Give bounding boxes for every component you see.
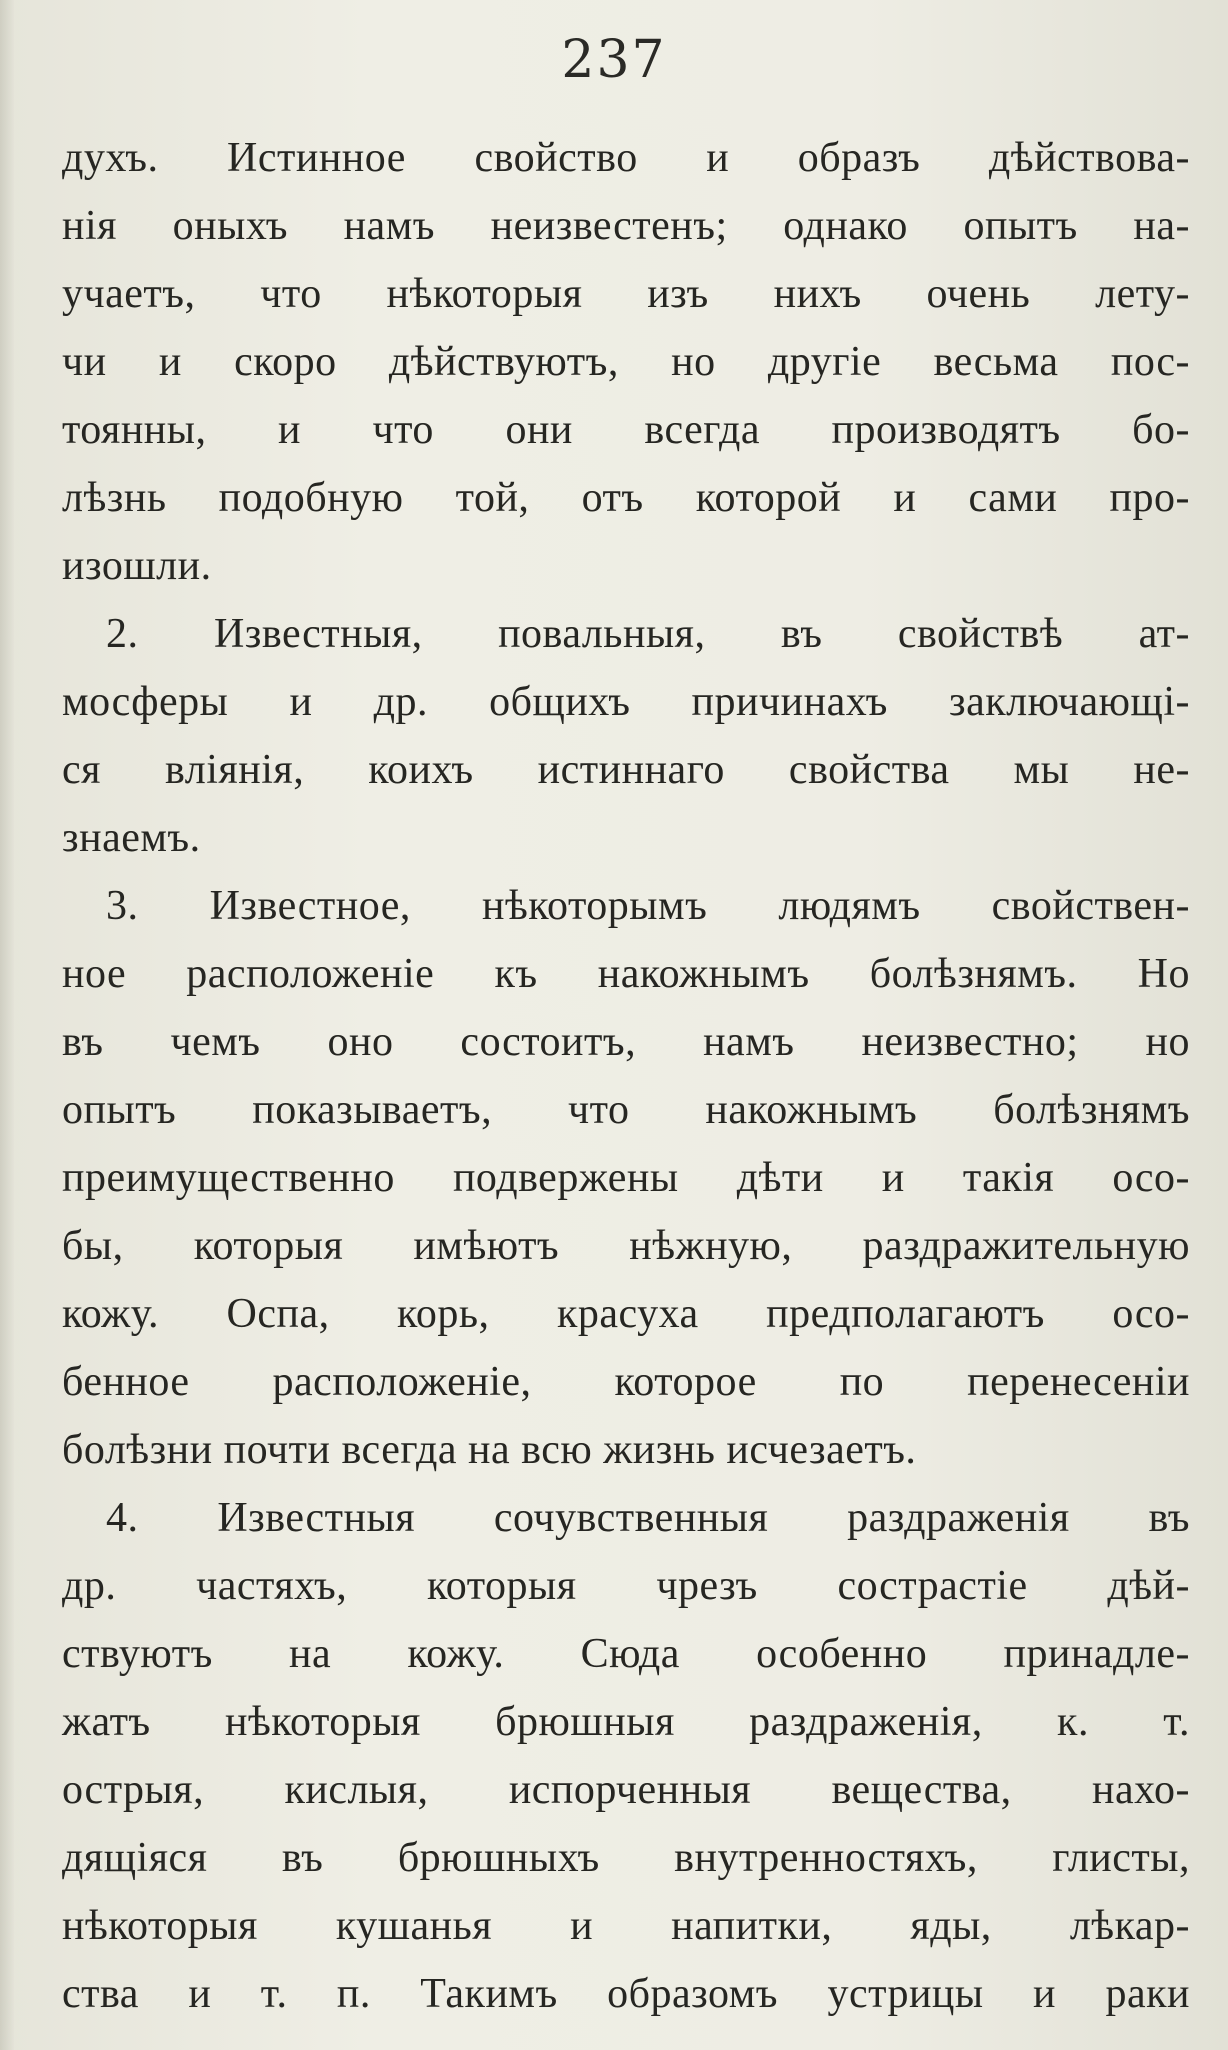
- text-line: острыя, кислыя, испорченныя вещества, нахо-: [62, 1767, 1190, 1813]
- text-line: болѣзни почти всегда на всю жизнь исчезаетъ.: [62, 1427, 917, 1473]
- text-line: 2. Известныя, повальныя, въ свойствѣ ат-: [106, 611, 1190, 657]
- text-line: тоянны, и что они всегда производятъ бо-: [62, 407, 1190, 453]
- text-line: ное расположеніе къ накожнымъ болѣзнямъ. Но: [62, 951, 1190, 997]
- text-line: 3. Известное, нѣкоторымъ людямъ свойствен-: [106, 883, 1190, 929]
- text-line: 4. Известныя сочувственныя раздраженія въ: [106, 1495, 1190, 1541]
- text-line: знаемъ.: [62, 815, 201, 861]
- text-line: др. частяхъ, которыя чрезъ сострастіе дѣй-: [62, 1563, 1190, 1609]
- page-edge: [0, 0, 14, 2050]
- text-line: мосферы и др. общихъ причинахъ заключающі-: [62, 679, 1190, 725]
- page-number: 237: [561, 30, 667, 90]
- text-line: нѣкоторыя кушанья и напитки, яды, лѣкар-: [62, 1903, 1190, 1949]
- text-line: дящіяся въ брюшныхъ внутренностяхъ, глисты,: [62, 1835, 1190, 1881]
- text-line: жатъ нѣкоторыя брюшныя раздраженія, к. т.: [62, 1699, 1190, 1745]
- text-line: въ чемъ оно состоитъ, намъ неизвестно; но: [62, 1019, 1190, 1065]
- text-line: нія оныхъ намъ неизвестенъ; однако опытъ на-: [62, 203, 1190, 249]
- text-line: духъ. Истинное свойство и образъ дѣйствова-: [62, 135, 1190, 181]
- text-line: чи и скоро дѣйствуютъ, но другіе весьма пос-: [62, 339, 1190, 385]
- text-line: учаетъ, что нѣкоторыя изъ нихъ очень лету-: [62, 271, 1190, 317]
- text-line: ства и т. п. Такимъ образомъ устрицы и раки: [62, 1971, 1190, 2017]
- text-line: ствуютъ на кожу. Сюда особенно принадле-: [62, 1631, 1190, 1677]
- text-line: изошли.: [62, 543, 212, 589]
- text-line: опытъ показываетъ, что накожнымъ болѣзнямъ: [62, 1087, 1190, 1133]
- text-line: преимущественно подвержены дѣти и такія осо-: [62, 1155, 1190, 1201]
- text-line: ся вліянія, коихъ истиннаго свойства мы не-: [62, 747, 1190, 793]
- text-line: бы, которыя имѣютъ нѣжную, раздражительную: [62, 1223, 1190, 1269]
- body-text: [62, 124, 1190, 2028]
- text-line: бенное расположеніе, которое по перенесеніи: [62, 1359, 1190, 1405]
- text-line: кожу. Оспа, корь, красуха предполагаютъ осо-: [62, 1291, 1190, 1337]
- text-line: лѣзнь подобную той, отъ которой и сами про-: [62, 475, 1190, 521]
